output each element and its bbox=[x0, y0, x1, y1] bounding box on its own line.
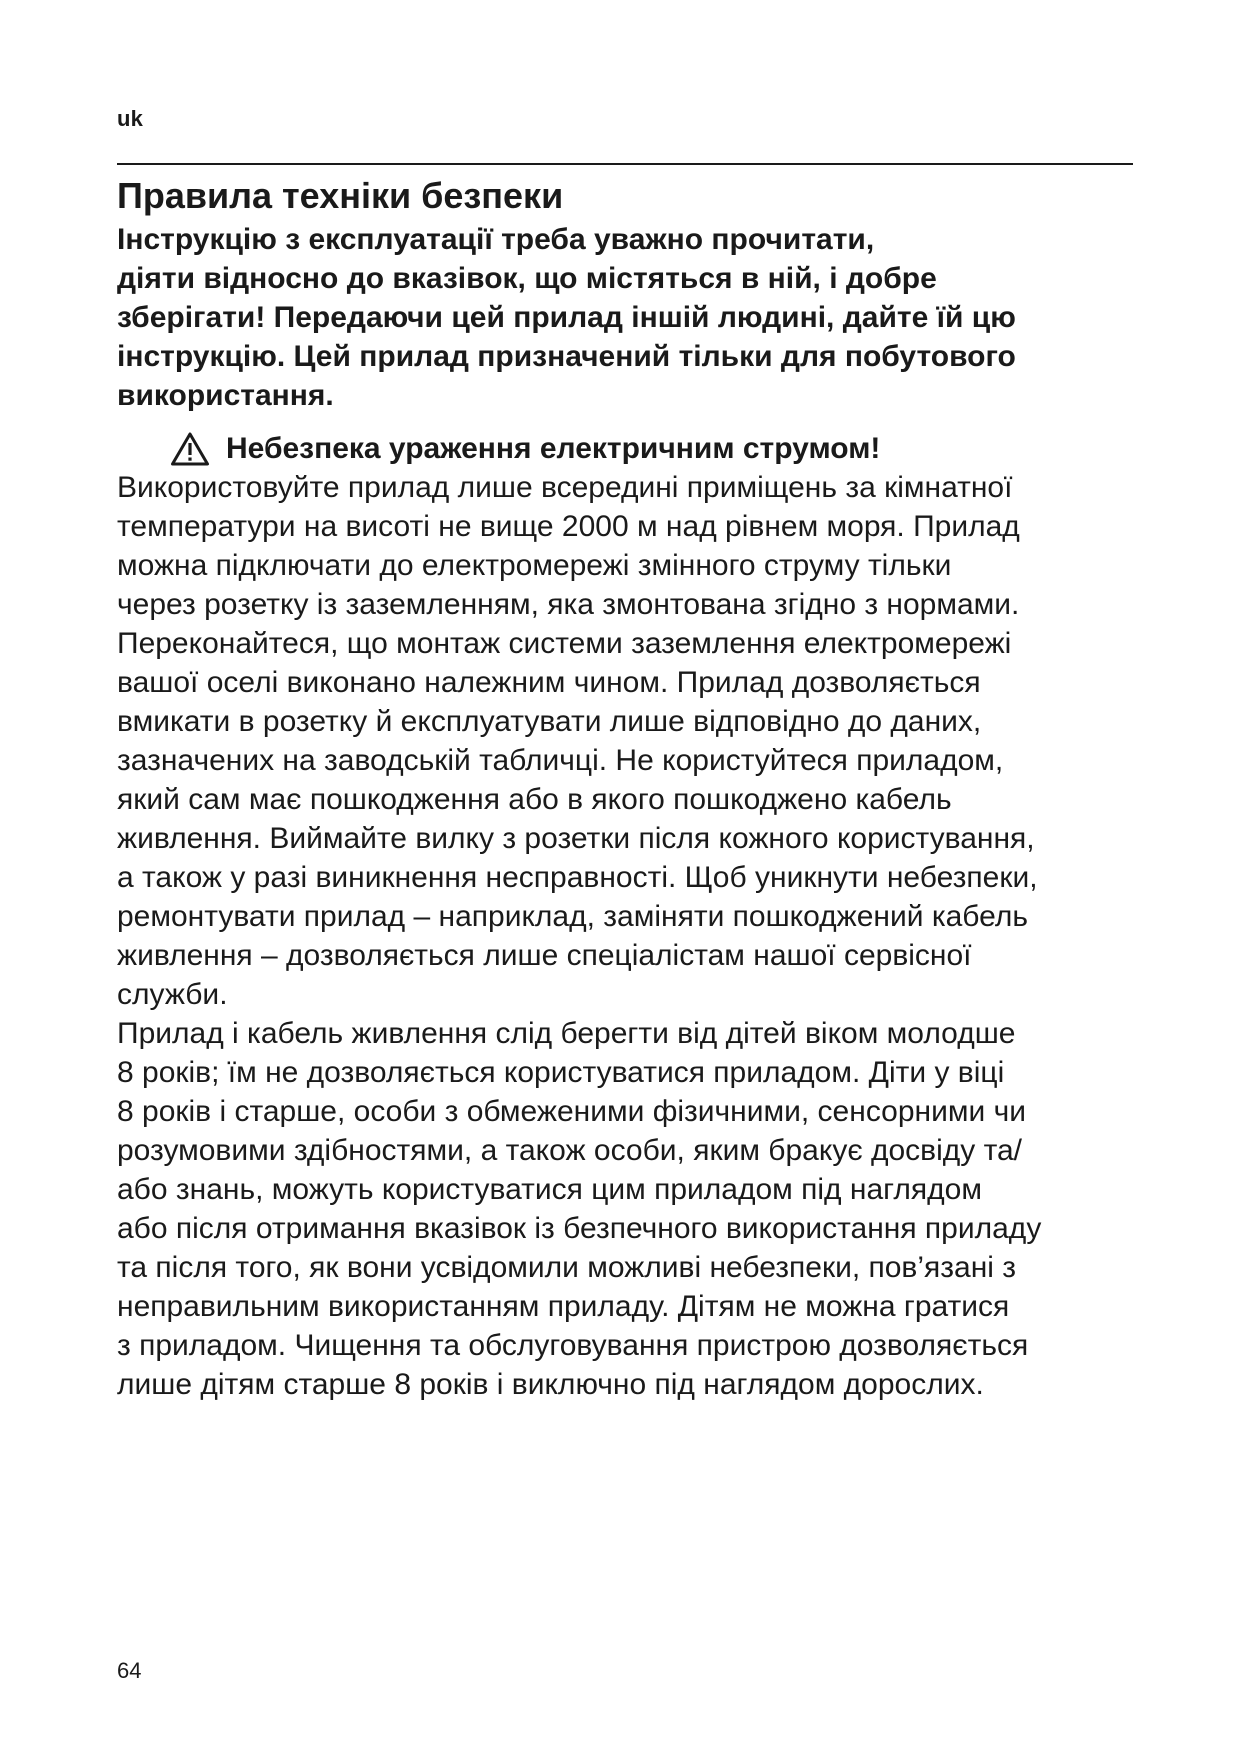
warning-triangle-icon bbox=[170, 431, 210, 467]
paragraph-line: а також у разі виникнення несправності. Щоб уникнути небезпеки, bbox=[117, 861, 1038, 894]
paragraph-line: температури на висоті не вище 2000 м над рівнем моря. Прилад bbox=[117, 510, 1020, 543]
section-title: Правила техніки безпеки bbox=[117, 175, 564, 216]
page-number: 64 bbox=[117, 1658, 142, 1683]
paragraph-line: неправильним використанням приладу. Дітям не можна гратися bbox=[117, 1290, 1010, 1323]
intro-line: інструкцію. Цей прилад призначений тільки для побутового bbox=[117, 340, 1016, 373]
paragraph-line: та після того, як вони усвідомили можливі небезпеки, пов’язані з bbox=[117, 1251, 1017, 1284]
paragraph-line: вашої оселі виконано належним чином. Прилад дозволяється bbox=[117, 666, 981, 699]
paragraph-line: розумовими здібностями, а також особи, яким бракує досвіду та/ bbox=[117, 1134, 1023, 1167]
language-code: uk bbox=[117, 106, 144, 131]
paragraph-line: 8 років і старше, особи з обмеженими фізичними, сенсорними чи bbox=[117, 1095, 1026, 1128]
intro-line: використання. bbox=[117, 379, 334, 412]
intro-line: діяти відносно до вказівок, що містяться в ній, і добре bbox=[117, 262, 937, 295]
paragraph-line: 8 років; їм не дозволяється користуватися приладом. Діти у віці bbox=[117, 1056, 1005, 1089]
paragraph-line: з приладом. Чищення та обслуговування пристрою дозволяється bbox=[117, 1329, 1029, 1362]
header-divider bbox=[117, 163, 1133, 165]
paragraph-line: Прилад і кабель живлення слід берегти від дітей віком молодше bbox=[117, 1017, 1016, 1050]
safety-section bbox=[117, 172, 1157, 1404]
paragraph-line: через розетку із заземленням, яка змонтована згідно з нормами. bbox=[117, 588, 1020, 621]
paragraph-line: живлення. Виймайте вилку з розетки після кожного користування, bbox=[117, 822, 1035, 855]
paragraph-line: або знань, можуть користуватися цим приладом під наглядом bbox=[117, 1173, 982, 1206]
paragraph-line: ремонтувати прилад – наприклад, заміняти пошкоджений кабель bbox=[117, 900, 1028, 933]
paragraph-line: зазначених на заводській табличці. Не користуйтеся приладом, bbox=[117, 744, 1004, 777]
paragraph-line: Переконайтеся, що монтаж системи заземлення електромережі bbox=[117, 627, 1012, 660]
paragraph-line: який сам має пошкодження або в якого пошкоджено кабель bbox=[117, 783, 952, 816]
child-safety-paragraph bbox=[117, 1014, 1157, 1404]
paragraph-line: або після отримання вказівок із безпечного використання приладу bbox=[117, 1212, 1042, 1245]
electrical-safety-paragraph bbox=[117, 468, 1157, 1014]
paragraph-line: вмикати в розетку й експлуатувати лише відповідно до даних, bbox=[117, 705, 982, 738]
intro-line: Інструкцію з експлуатації треба уважно прочитати, bbox=[117, 223, 875, 256]
paragraph-line: можна підключати до електромережі змінного струму тільки bbox=[117, 549, 952, 582]
intro-line: зберігати! Передаючи цей прилад іншій людині, дайте їй цю bbox=[117, 301, 1016, 334]
paragraph-line: лише дітям старше 8 років і виключно під наглядом дорослих. bbox=[117, 1368, 984, 1401]
intro-paragraph bbox=[117, 220, 1157, 415]
warning-heading bbox=[117, 429, 1157, 468]
warning-heading-text: Небезпека ураження електричним струмом! bbox=[226, 432, 881, 465]
paragraph-line: живлення – дозволяється лише спеціалістам нашої сервісної bbox=[117, 939, 972, 972]
paragraph-line: Використовуйте прилад лише всередині приміщень за кімнатної bbox=[117, 471, 1013, 504]
paragraph-line: служби. bbox=[117, 978, 228, 1011]
